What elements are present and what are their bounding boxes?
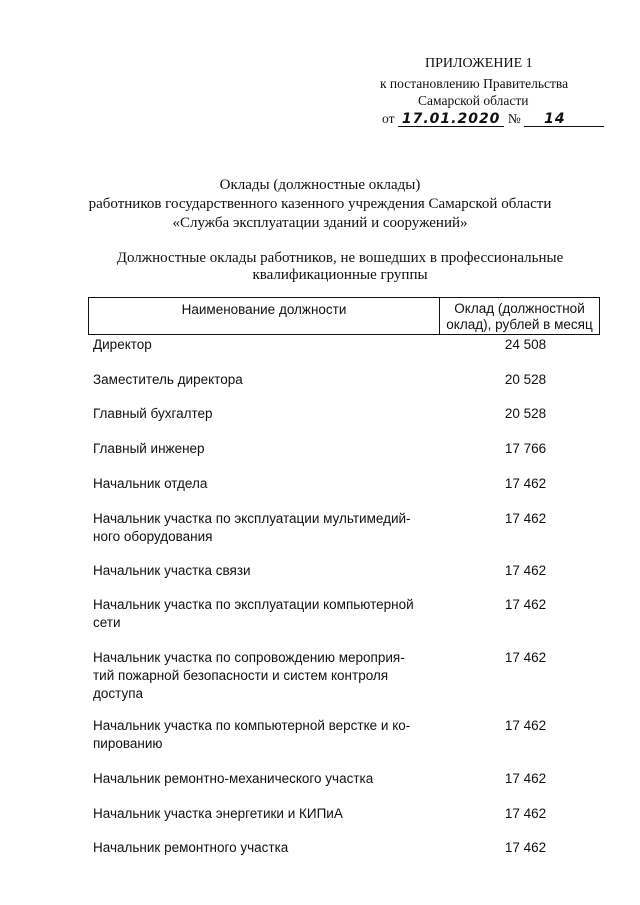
position-name-line: сети xyxy=(93,615,121,630)
position-name-line: Начальник участка по компьютерной верстке и ко- xyxy=(93,718,411,733)
header-salary-line-1: Оклад (должностной xyxy=(454,301,585,316)
title-line-1: Оклады (должностные оклады) xyxy=(219,177,421,193)
position-name xyxy=(93,770,445,788)
salary-value: 17 462 xyxy=(504,718,547,733)
position-name-line: доступа xyxy=(93,686,144,701)
title-line-2: работников государственного казенного учреждения Самарской области xyxy=(88,196,552,212)
appendix-header xyxy=(0,0,640,130)
date-value: 17.01.2020 xyxy=(398,112,505,127)
position-name xyxy=(93,336,445,354)
table-row xyxy=(93,649,598,703)
table-row xyxy=(93,805,598,823)
salary-table xyxy=(88,297,600,855)
position-name xyxy=(93,596,445,632)
appendix-date-line xyxy=(382,111,604,127)
header-position-name: Наименование должности xyxy=(89,298,440,334)
salary-value: 17 462 xyxy=(504,563,547,578)
table-header xyxy=(88,297,600,335)
position-name-line: Начальник участка по сопровождению мероприя- xyxy=(93,650,405,665)
position-name-line: Начальник участка по эксплуатации мультимедий- xyxy=(93,511,411,526)
title-line-3: «Служба эксплуатации зданий и сооружений» xyxy=(172,215,468,231)
table-row xyxy=(93,717,598,753)
table-row xyxy=(93,562,598,580)
position-name-line: тий пожарной безопасности и систем контроля xyxy=(93,668,389,683)
salary-value: 17 462 xyxy=(504,511,547,526)
salary-value: 20 528 xyxy=(504,372,547,387)
section-subtitle xyxy=(0,250,640,284)
salary-value: 20 528 xyxy=(504,406,547,421)
date-prefix: от xyxy=(382,111,395,126)
salary-value: 17 462 xyxy=(504,476,547,491)
number-prefix: № xyxy=(507,111,521,126)
position-name xyxy=(93,405,445,423)
table-row xyxy=(93,371,598,389)
position-name-line: Заместитель директора xyxy=(93,372,243,387)
position-name-line: Начальник участка связи xyxy=(93,563,251,578)
position-name xyxy=(93,510,445,546)
position-name-line: Начальник ремонтно-механического участка xyxy=(93,771,374,786)
salary-value: 17 462 xyxy=(504,806,547,821)
position-name xyxy=(93,717,445,753)
position-name-line: Главный инженер xyxy=(93,441,205,456)
position-name xyxy=(93,475,445,493)
subtitle-line-1: Должностные оклады работников, не вошедших в профессиональные xyxy=(116,250,564,266)
position-name xyxy=(93,562,445,580)
table-row xyxy=(93,440,598,458)
salary-value: 24 508 xyxy=(504,337,547,352)
position-name-line: ного оборудования xyxy=(93,529,213,544)
appendix-resolution-line: к постановлению Правительства xyxy=(380,76,569,91)
table-row xyxy=(93,405,598,423)
number-value: 14 xyxy=(524,112,604,127)
salary-value: 17 462 xyxy=(504,650,547,665)
position-name-line: Директор xyxy=(93,337,152,352)
position-name-line: Начальник участка по эксплуатации компьютерной xyxy=(93,597,414,612)
position-name xyxy=(93,440,445,458)
header-salary xyxy=(440,298,599,334)
appendix-title: ПРИЛОЖЕНИЕ 1 xyxy=(425,56,533,71)
position-name xyxy=(93,805,445,823)
table-row xyxy=(93,510,598,546)
position-name-line: пированию xyxy=(93,736,163,751)
salary-value: 17 462 xyxy=(504,840,547,855)
position-name-line: Начальник ремонтного участка xyxy=(93,840,289,855)
position-name xyxy=(93,839,445,857)
position-name-line: Начальник участка энергетики и КИПиА xyxy=(93,806,343,821)
header-salary-line-2: оклад), рублей в месяц xyxy=(446,317,593,332)
table-row xyxy=(93,596,598,632)
table-row xyxy=(93,770,598,788)
subtitle-line-2: квалификационные группы xyxy=(252,267,428,283)
position-name-line: Начальник отдела xyxy=(93,476,208,491)
salary-value: 17 462 xyxy=(504,771,547,786)
position-name-line: Главный бухгалтер xyxy=(93,406,213,421)
position-name xyxy=(93,649,445,703)
table-row xyxy=(93,475,598,493)
salary-value: 17 462 xyxy=(504,597,547,612)
appendix-region-line: Самарской области xyxy=(418,93,529,108)
table-row xyxy=(93,839,598,857)
table-row xyxy=(93,336,598,354)
document-title xyxy=(0,176,640,233)
position-name xyxy=(93,371,445,389)
salary-value: 17 766 xyxy=(504,441,547,456)
